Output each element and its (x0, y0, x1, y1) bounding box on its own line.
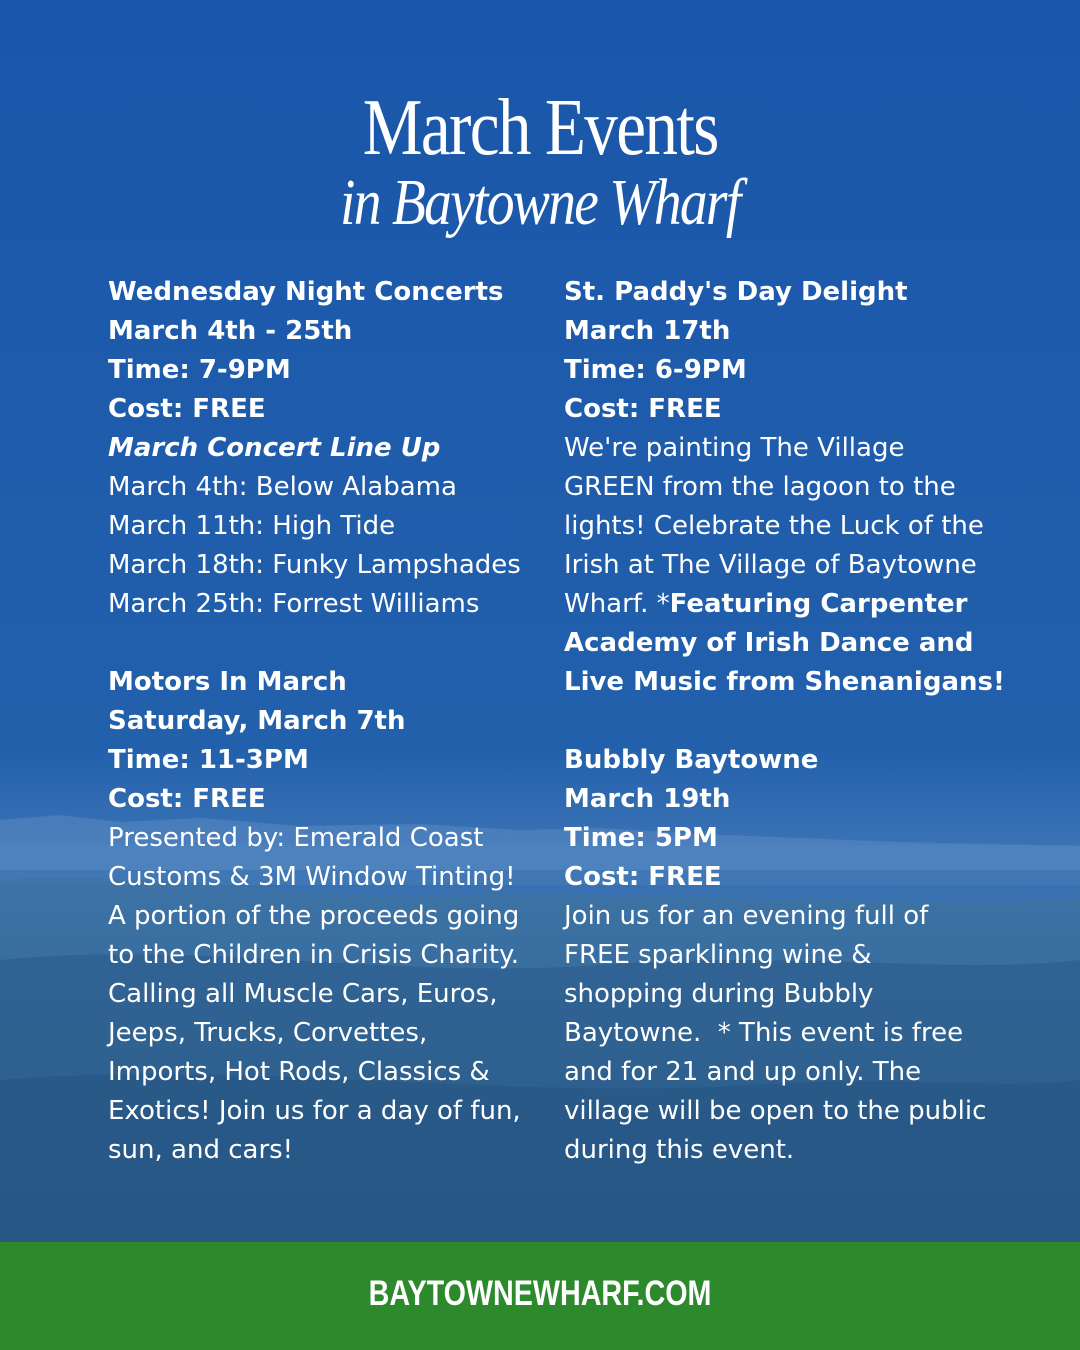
description-line-mixed (564, 585, 1014, 624)
event-cost-concerts: Cost: FREE (108, 394, 266, 424)
title-subtitle: in Baytowne Wharf (340, 166, 740, 239)
event-dates-bubbly: March 19th (564, 784, 731, 814)
description-line: Irish at The Village of Baytowne (564, 550, 977, 580)
event-time-motors: Time: 11-3PM (108, 745, 309, 775)
description-line: Exotics! Join us for a day of fun, (108, 1096, 521, 1126)
description-line: GREEN from the lagoon to the (564, 472, 956, 502)
right-column (564, 273, 1014, 1170)
description-line: Imports, Hot Rods, Classics & (108, 1057, 490, 1087)
description-line: village will be open to the public (564, 1096, 987, 1126)
description-line: during this event. (564, 1135, 795, 1165)
event-name-motors: Motors In March (108, 667, 347, 697)
footer-bar (0, 1242, 1080, 1350)
featuring-text: Featuring Carpenter (669, 589, 968, 619)
event-dates-motors: Saturday, March 7th (108, 706, 406, 736)
lineup-item: March 11th: High Tide (108, 511, 396, 541)
description-line: Customs & 3M Window Tinting! (108, 862, 516, 892)
event-time-concerts: Time: 7-9PM (108, 355, 291, 385)
website-link[interactable]: BAYTOWNEWHARF.COM (368, 1274, 712, 1313)
event-cost-motors: Cost: FREE (108, 784, 266, 814)
event-cost-paddys: Cost: FREE (564, 394, 722, 424)
event-dates-paddys: March 17th (564, 316, 731, 346)
description-line: FREE sparklinng wine & (564, 940, 872, 970)
description-line: and for 21 and up only. The (564, 1057, 922, 1087)
event-name-paddys: St. Paddy's Day Delight (564, 277, 908, 307)
spacer (564, 702, 1014, 741)
featuring-line: Live Music from Shenanigans! (564, 667, 1005, 697)
featuring-line: Academy of Irish Dance and (564, 628, 974, 658)
description-line: lights! Celebrate the Luck of the (564, 511, 984, 541)
lineup-item: March 18th: Funky Lampshades (108, 550, 521, 580)
description-line: Jeeps, Trucks, Corvettes, (108, 1018, 428, 1048)
title-main: March Events (362, 84, 718, 172)
event-cost-bubbly: Cost: FREE (564, 862, 722, 892)
description-line: shopping during Bubbly (564, 979, 874, 1009)
description-line: Calling all Muscle Cars, Euros, (108, 979, 498, 1009)
description-line: Join us for an evening full of (564, 901, 929, 931)
description-line: to the Children in Crisis Charity. (108, 940, 519, 970)
description-line: We're painting The Village (564, 433, 905, 463)
lineup-heading: March Concert Line Up (108, 433, 441, 463)
event-time-bubbly: Time: 5PM (564, 823, 718, 853)
event-time-paddys: Time: 6-9PM (564, 355, 747, 385)
description-line: Baytowne. * This event is free (564, 1018, 964, 1048)
event-name-concerts: Wednesday Night Concerts (108, 277, 504, 307)
spacer (108, 624, 548, 663)
description-line: sun, and cars! (108, 1135, 294, 1165)
lineup-item: March 25th: Forrest Williams (108, 589, 480, 619)
description-plain: Wharf. * (564, 589, 670, 619)
description-line: Presented by: Emerald Coast (108, 823, 484, 853)
description-line: A portion of the proceeds going (108, 901, 520, 931)
lineup-item: March 4th: Below Alabama (108, 472, 457, 502)
page-title (0, 84, 1080, 239)
event-name-bubbly: Bubbly Baytowne (564, 745, 819, 775)
left-column (108, 273, 548, 1170)
event-dates-concerts: March 4th - 25th (108, 316, 353, 346)
